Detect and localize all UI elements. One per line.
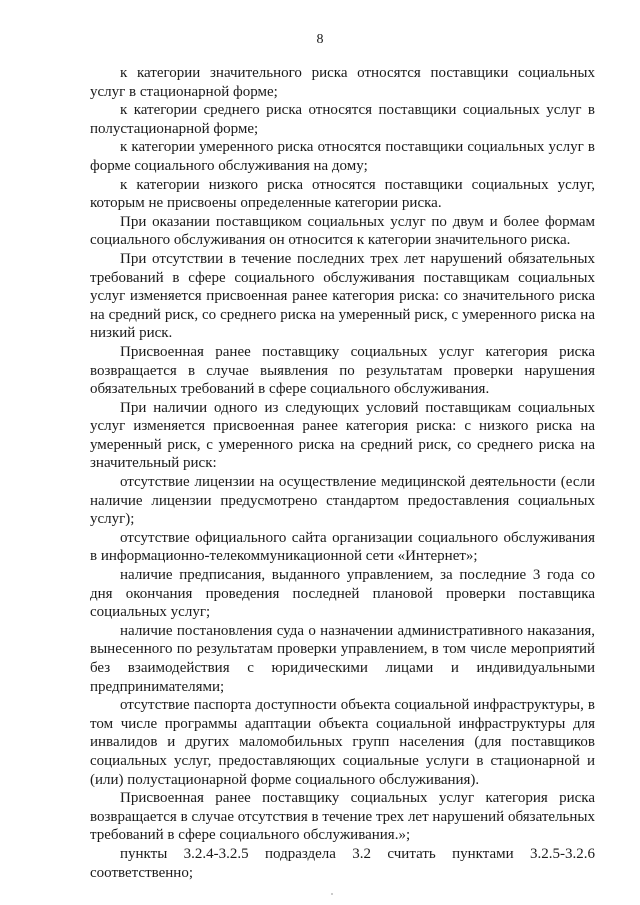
paragraph-multiple-forms: При оказании поставщиком социальных услуг по двум и более формам социального обслуживания он относится к категории значительного риска. [90, 213, 595, 249]
paragraph-moderate-risk: к категории умеренного риска относятся поставщики социальных услуг в форме социального обслуживания на дому; [90, 139, 595, 174]
paragraph-low-risk: к категории низкого риска относятся поставщики социальных услуг, которым не присвоены определенные категории риска. [90, 176, 595, 212]
paragraph-renumbering: пункты 3.2.4-3.2.5 подраздела 3.2 считать пунктами 3.2.5-3.2.6 соответственно; [90, 845, 595, 881]
paragraph-risk-return: Присвоенная ранее поставщику социальных услуг категория риска возвращается в случае выявления по результатам проверки нарушения обязательных требований в сфере социального обслуживания. [90, 343, 595, 398]
page-number: 8 [316, 32, 324, 47]
paragraph-significant-risk: к категории значительного риска относятся поставщики социальных услуг в стационарной форме; [90, 65, 595, 100]
paragraph-risk-decrease: При отсутствии в течение последних трех лет нарушений обязательных требований в сфере социального обслуживания поставщикам социальных услуг изменяется присвоенная ранее категория риска: со значительного риска на средний риск, со среднего риска на умеренный риск, с умеренного риска на низкий риск. [90, 250, 595, 342]
paragraph-no-medical-license: отсутствие лицензии на осуществление медицинской деятельности (если наличие лицензии предусмотрено стандартом предоставления социальных услуг); [90, 474, 595, 528]
paragraph-no-website: отсутствие официального сайта организации социального обслуживания в информационно-телекоммуникационной сети «Интернет»; [90, 529, 595, 565]
paragraph-no-accessibility-passport: отсутствие паспорта доступности объекта социальной инфраструктуры, в том числе программы адаптации объекта социальной инфраструктуры для инвалидов и других маломобильных групп населения (для поставщиков социальных услуг, предоставляющих социальные услуги в стационарной и (или) полустационарной форме социального обслуживания). [90, 697, 595, 788]
paragraph-prescription: наличие предписания, выданного управлением, за последние 3 года со дня окончания проведения последней плановой проверки поставщика социальных услуг; [90, 567, 595, 621]
paragraph-court-ruling: наличие постановления суда о назначении административного наказания, вынесенного по результатам проверки управлением, в том числе мероприятий без взаимодействия с юридическими лицами и индивидуальными предпринимателями; [90, 622, 595, 695]
paragraph-medium-risk: к категории среднего риска относятся поставщики социальных услуг в полустационарной форме; [90, 102, 595, 137]
scan-speck [331, 893, 333, 895]
document-body [90, 64, 595, 882]
paragraph-risk-increase-conditions: При наличии одного из следующих условий поставщикам социальных услуг изменяется присвоенная ранее категория риска: с низкого риска на умеренный риск, с умеренного риска на средний риск, со среднего риска на значительный риск: [90, 399, 595, 472]
paragraph-risk-return-no-violations: Присвоенная ранее поставщику социальных услуг категория риска возвращается в случае отсутствия в течение трех лет нарушений обязательных требований в сфере социального обслуживания.»; [90, 790, 595, 844]
